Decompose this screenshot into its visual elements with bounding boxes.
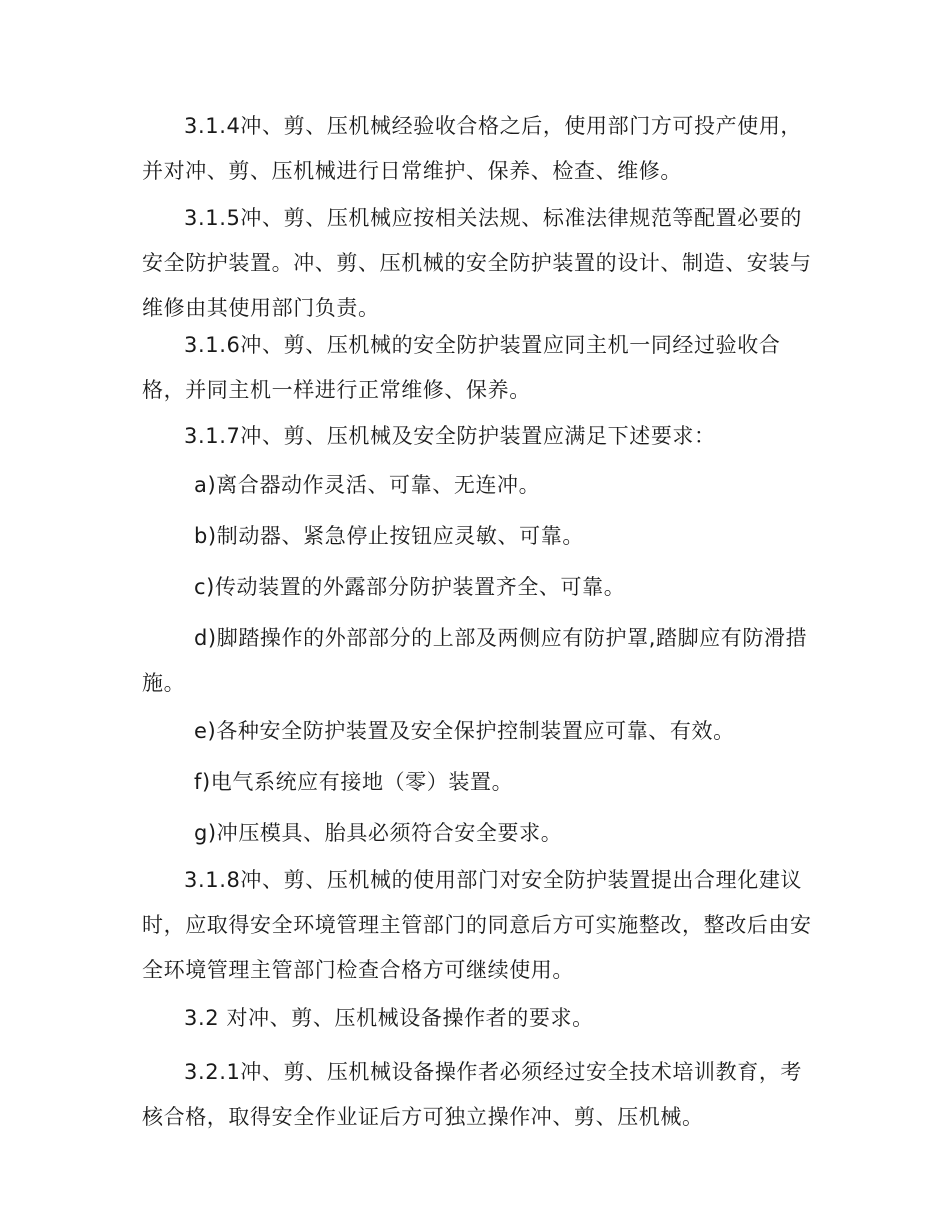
paragraph-3-2-1: 3.2.1冲、剪、压机械设备操作者必须经过安全技术培训教育，考核合格，取得安全作业证后方可独立操作冲、剪、压机械。	[142, 1060, 803, 1129]
list-item-d: d)脚踏操作的外部部分的上部及两侧应有防护罩,踏脚应有防滑措施。	[142, 626, 808, 695]
list-item-e: e)各种安全防护装置及安全保护控制装置应可靠、有效。	[194, 719, 735, 743]
paragraph-3-2: 3.2 对冲、剪、压机械设备操作者的要求。	[184, 1006, 594, 1030]
list-item-b: b)制动器、紧急停止按钮应灵敏、可靠。	[194, 524, 584, 548]
paragraph-3-1-5: 3.1.5冲、剪、压机械应按相关法规、标准法律规范等配置必要的安全防护装置。冲、剪、压机械的安全防护装置的设计、制造、安装与维修由其使用部门负责。	[142, 206, 812, 320]
paragraph-3-1-7: 3.1.7冲、剪、压机械及安全防护装置应满足下述要求：	[184, 424, 716, 448]
paragraph-3-1-8: 3.1.8冲、剪、压机械的使用部门对安全防护装置提出合理化建议时，应取得安全环境管理主管部门的同意后方可实施整改，整改后由安全环境管理主管部门检查合格方可继续使用。	[142, 868, 812, 982]
list-item-g: g)冲压模具、胎具必须符合安全要求。	[194, 821, 563, 845]
paragraph-3-1-4: 3.1.4冲、剪、压机械经验收合格之后，使用部门方可投产使用，并对冲、剪、压机械进行日常维护、保养、检查、维修。	[142, 114, 803, 183]
list-item-c: c)传动装置的外露部分防护装置齐全、可靠。	[194, 575, 626, 599]
list-item-a: a)离合器动作灵活、可靠、无连冲。	[194, 473, 541, 497]
paragraph-3-1-6: 3.1.6冲、剪、压机械的安全防护装置应同主机一同经过验收合格，并同主机一样进行正常维修、保养。	[142, 333, 781, 402]
list-item-f: f)电气系统应有接地（零）装置。	[194, 770, 514, 794]
